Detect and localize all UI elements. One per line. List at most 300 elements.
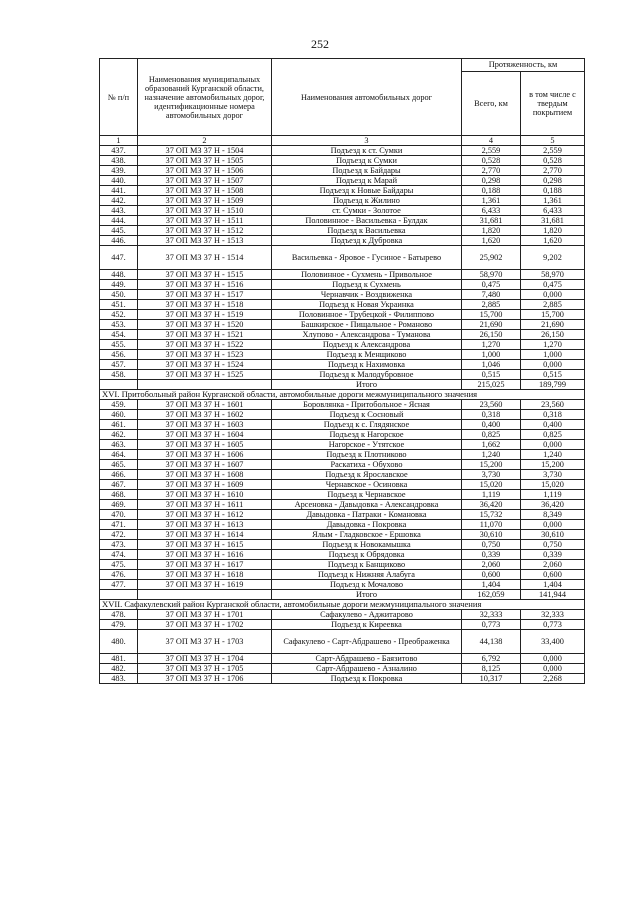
table-row xyxy=(100,290,585,300)
length-paved: 1,361 xyxy=(521,196,585,206)
table-row xyxy=(100,410,585,420)
row-number: 443. xyxy=(100,206,138,216)
length-paved: 0,000 xyxy=(521,654,585,664)
header-index-cell: 4 xyxy=(462,136,521,146)
length-paved: 9,202 xyxy=(521,246,585,270)
page-number: 252 xyxy=(311,37,329,51)
length-total: 2,885 xyxy=(462,300,521,310)
row-number: 480. xyxy=(100,630,138,654)
road-name: Чернавское - Осиновка xyxy=(272,480,462,490)
length-paved: 1,119 xyxy=(521,490,585,500)
header-num: № п/п xyxy=(100,59,138,136)
length-paved: 2,060 xyxy=(521,560,585,570)
row-number: 458. xyxy=(100,370,138,380)
road-name: Давыдовка - Патраки - Комановка xyxy=(272,510,462,520)
length-total: 58,970 xyxy=(462,270,521,280)
road-name: Подъезд к Марай xyxy=(272,176,462,186)
road-id: 37 ОП МЗ 37 Н - 1508 xyxy=(138,186,272,196)
row-number: 463. xyxy=(100,440,138,450)
road-name: Подъезд к Новые Байдары xyxy=(272,186,462,196)
length-total: 44,138 xyxy=(462,630,521,654)
length-paved: 3,730 xyxy=(521,470,585,480)
road-name: Сарт-Абдрашево - Баязитово xyxy=(272,654,462,664)
row-number: 483. xyxy=(100,674,138,684)
road-name: Чернавчик - Воздвиженка xyxy=(272,290,462,300)
road-name: Подъезд к Мочалово xyxy=(272,580,462,590)
road-name: Подъезд к Обрядовка xyxy=(272,550,462,560)
row-number: 464. xyxy=(100,450,138,460)
row-number: 452. xyxy=(100,310,138,320)
road-id: 37 ОП МЗ 37 Н - 1612 xyxy=(138,510,272,520)
total-paved: 141,944 xyxy=(521,590,585,600)
table-row xyxy=(100,320,585,330)
table-row xyxy=(100,280,585,290)
road-id: 37 ОП МЗ 37 Н - 1608 xyxy=(138,470,272,480)
road-name: Половинное - Сухмень - Привольное xyxy=(272,270,462,280)
length-total: 1,404 xyxy=(462,580,521,590)
section-heading: XVII. Сафакулевский район Курганской области, автомобильные дороги межмуниципального значения xyxy=(100,600,585,610)
road-id: 37 ОП МЗ 37 Н - 1602 xyxy=(138,410,272,420)
table-row xyxy=(100,196,585,206)
header-code: Наименования муниципальных образований Курганской области, назначение автомобильных дорог, идентификационные номера автомобильных дорог xyxy=(138,59,272,136)
road-id: 37 ОП МЗ 37 Н - 1616 xyxy=(138,550,272,560)
table-row xyxy=(100,550,585,560)
length-total: 1,000 xyxy=(462,350,521,360)
road-name: Подъезд к Новокамышка xyxy=(272,540,462,550)
length-total: 31,681 xyxy=(462,216,521,226)
table-row xyxy=(100,216,585,226)
table-row xyxy=(100,560,585,570)
row-number: 451. xyxy=(100,300,138,310)
table-row xyxy=(100,530,585,540)
table-row xyxy=(100,664,585,674)
length-paved: 23,560 xyxy=(521,400,585,410)
road-name: Подъезд к Александрова xyxy=(272,340,462,350)
length-paved: 0,515 xyxy=(521,370,585,380)
road-id: 37 ОП МЗ 37 Н - 1515 xyxy=(138,270,272,280)
row-number: 441. xyxy=(100,186,138,196)
header-index-cell: 1 xyxy=(100,136,138,146)
table-row xyxy=(100,360,585,370)
row-number: 445. xyxy=(100,226,138,236)
length-total: 0,773 xyxy=(462,620,521,630)
road-name: Васильевка - Яровое - Гусиное - Батырево xyxy=(272,246,462,270)
length-paved: 1,270 xyxy=(521,340,585,350)
road-name: Подъезд к Покровка xyxy=(272,674,462,684)
road-name: Подъезд к Дубровка xyxy=(272,236,462,246)
length-paved: 0,298 xyxy=(521,176,585,186)
section-heading: XVI. Притобольный район Курганской области, автомобильные дороги межмуниципального значения xyxy=(100,390,585,400)
length-paved: 30,610 xyxy=(521,530,585,540)
table-row xyxy=(100,630,585,654)
length-total: 30,610 xyxy=(462,530,521,540)
row-number: 475. xyxy=(100,560,138,570)
road-name: Сафакулево - Сарт-Абдрашево - Преображенка xyxy=(272,630,462,654)
length-paved: 0,000 xyxy=(521,664,585,674)
length-paved: 15,020 xyxy=(521,480,585,490)
road-id: 37 ОП МЗ 37 Н - 1525 xyxy=(138,370,272,380)
road-name: Половинное - Васильевка - Булдак xyxy=(272,216,462,226)
table-row xyxy=(100,674,585,684)
table-row xyxy=(100,330,585,340)
road-id: 37 ОП МЗ 37 Н - 1603 xyxy=(138,420,272,430)
road-id: 37 ОП МЗ 37 Н - 1605 xyxy=(138,440,272,450)
road-name: Подъезд к Сумки xyxy=(272,156,462,166)
table-row xyxy=(100,460,585,470)
row-number: 459. xyxy=(100,400,138,410)
row-number: 442. xyxy=(100,196,138,206)
length-total: 0,339 xyxy=(462,550,521,560)
length-paved: 0,000 xyxy=(521,360,585,370)
road-id: 37 ОП МЗ 37 Н - 1510 xyxy=(138,206,272,216)
row-number: 473. xyxy=(100,540,138,550)
length-paved: 15,700 xyxy=(521,310,585,320)
length-paved: 2,559 xyxy=(521,146,585,156)
table-row xyxy=(100,430,585,440)
total-length: 215,025 xyxy=(462,380,521,390)
road-id: 37 ОП МЗ 37 Н - 1607 xyxy=(138,460,272,470)
row-number: 446. xyxy=(100,236,138,246)
section-row xyxy=(100,390,585,400)
section-row xyxy=(100,600,585,610)
length-total: 1,820 xyxy=(462,226,521,236)
total-empty-cell xyxy=(138,380,272,390)
length-total: 15,732 xyxy=(462,510,521,520)
table-row xyxy=(100,400,585,410)
length-paved: 0,000 xyxy=(521,440,585,450)
length-total: 2,559 xyxy=(462,146,521,156)
header-index-cell: 5 xyxy=(521,136,585,146)
length-paved: 0,750 xyxy=(521,540,585,550)
road-name: Подъезд к ст. Сумки xyxy=(272,146,462,156)
road-id: 37 ОП МЗ 37 Н - 1505 xyxy=(138,156,272,166)
length-total: 1,361 xyxy=(462,196,521,206)
road-name: Нагорское - Утятское xyxy=(272,440,462,450)
row-number: 476. xyxy=(100,570,138,580)
road-id: 37 ОП МЗ 37 Н - 1618 xyxy=(138,570,272,580)
table-row xyxy=(100,570,585,580)
road-id: 37 ОП МЗ 37 Н - 1615 xyxy=(138,540,272,550)
length-total: 0,750 xyxy=(462,540,521,550)
road-id: 37 ОП МЗ 37 Н - 1512 xyxy=(138,226,272,236)
table-row xyxy=(100,350,585,360)
road-name: Подъезд к Сухмень xyxy=(272,280,462,290)
table-row xyxy=(100,540,585,550)
length-total: 8,125 xyxy=(462,664,521,674)
row-number: 468. xyxy=(100,490,138,500)
road-id: 37 ОП МЗ 37 Н - 1611 xyxy=(138,500,272,510)
road-id: 37 ОП МЗ 37 Н - 1704 xyxy=(138,654,272,664)
row-number: 472. xyxy=(100,530,138,540)
row-number: 437. xyxy=(100,146,138,156)
length-paved: 8,349 xyxy=(521,510,585,520)
length-paved: 2,268 xyxy=(521,674,585,684)
total-empty-cell xyxy=(100,590,138,600)
header-index-cell: 2 xyxy=(138,136,272,146)
length-paved: 0,400 xyxy=(521,420,585,430)
table-row xyxy=(100,620,585,630)
row-number: 474. xyxy=(100,550,138,560)
length-total: 15,020 xyxy=(462,480,521,490)
total-length: 162,059 xyxy=(462,590,521,600)
length-total: 1,046 xyxy=(462,360,521,370)
length-total: 21,690 xyxy=(462,320,521,330)
total-row xyxy=(100,590,585,600)
row-number: 467. xyxy=(100,480,138,490)
row-number: 439. xyxy=(100,166,138,176)
table-row xyxy=(100,146,585,156)
length-paved: 2,770 xyxy=(521,166,585,176)
row-number: 450. xyxy=(100,290,138,300)
length-total: 1,240 xyxy=(462,450,521,460)
row-number: 461. xyxy=(100,420,138,430)
total-empty-cell xyxy=(100,380,138,390)
row-number: 460. xyxy=(100,410,138,420)
table-row xyxy=(100,520,585,530)
length-paved: 1,240 xyxy=(521,450,585,460)
road-id: 37 ОП МЗ 37 Н - 1702 xyxy=(138,620,272,630)
table-row xyxy=(100,340,585,350)
length-paved: 0,825 xyxy=(521,430,585,440)
length-paved: 36,420 xyxy=(521,500,585,510)
road-id: 37 ОП МЗ 37 Н - 1513 xyxy=(138,236,272,246)
row-number: 438. xyxy=(100,156,138,166)
row-number: 462. xyxy=(100,430,138,440)
table-row xyxy=(100,270,585,280)
length-paved: 0,000 xyxy=(521,290,585,300)
length-total: 0,475 xyxy=(462,280,521,290)
road-id: 37 ОП МЗ 37 Н - 1507 xyxy=(138,176,272,186)
table-row xyxy=(100,450,585,460)
length-paved: 0,339 xyxy=(521,550,585,560)
length-total: 2,060 xyxy=(462,560,521,570)
length-paved: 0,528 xyxy=(521,156,585,166)
length-total: 6,433 xyxy=(462,206,521,216)
road-id: 37 ОП МЗ 37 Н - 1518 xyxy=(138,300,272,310)
length-paved: 0,475 xyxy=(521,280,585,290)
table-row xyxy=(100,510,585,520)
length-paved: 58,970 xyxy=(521,270,585,280)
road-id: 37 ОП МЗ 37 Н - 1522 xyxy=(138,340,272,350)
row-number: 477. xyxy=(100,580,138,590)
length-total: 11,070 xyxy=(462,520,521,530)
road-id: 37 ОП МЗ 37 Н - 1516 xyxy=(138,280,272,290)
road-name: Сарт-Абдрашево - Азналино xyxy=(272,664,462,674)
length-total: 36,420 xyxy=(462,500,521,510)
length-total: 15,200 xyxy=(462,460,521,470)
road-id: 37 ОП МЗ 37 Н - 1521 xyxy=(138,330,272,340)
row-number: 478. xyxy=(100,610,138,620)
road-name: Подъезд к Нагорское xyxy=(272,430,462,440)
length-total: 15,700 xyxy=(462,310,521,320)
table-header xyxy=(100,59,585,146)
row-number: 469. xyxy=(100,500,138,510)
roads-table xyxy=(99,58,585,684)
row-number: 444. xyxy=(100,216,138,226)
length-total: 26,150 xyxy=(462,330,521,340)
road-id: 37 ОП МЗ 37 Н - 1523 xyxy=(138,350,272,360)
table-row xyxy=(100,206,585,216)
road-name: Арсеновка - Давыдовка - Александровка xyxy=(272,500,462,510)
length-total: 0,528 xyxy=(462,156,521,166)
length-total: 6,792 xyxy=(462,654,521,664)
table-row xyxy=(100,490,585,500)
road-id: 37 ОП МЗ 37 Н - 1511 xyxy=(138,216,272,226)
road-id: 37 ОП МЗ 37 Н - 1504 xyxy=(138,146,272,156)
row-number: 447. xyxy=(100,246,138,270)
total-label: Итого xyxy=(272,380,462,390)
road-name: Ялым - Гладковское - Ершовка xyxy=(272,530,462,540)
table-row xyxy=(100,370,585,380)
length-paved: 0,773 xyxy=(521,620,585,630)
length-paved: 6,433 xyxy=(521,206,585,216)
row-number: 465. xyxy=(100,460,138,470)
road-name: Подъезд к Байдары xyxy=(272,166,462,176)
row-number: 482. xyxy=(100,664,138,674)
length-total: 7,480 xyxy=(462,290,521,300)
table-row xyxy=(100,440,585,450)
road-name: Подъезд к Банщиково xyxy=(272,560,462,570)
table-row xyxy=(100,176,585,186)
header-length: Протяженность, км xyxy=(462,59,585,72)
road-id: 37 ОП МЗ 37 Н - 1520 xyxy=(138,320,272,330)
road-id: 37 ОП МЗ 37 Н - 1506 xyxy=(138,166,272,176)
length-total: 1,662 xyxy=(462,440,521,450)
total-row xyxy=(100,380,585,390)
header-index-cell: 3 xyxy=(272,136,462,146)
length-total: 0,298 xyxy=(462,176,521,186)
row-number: 455. xyxy=(100,340,138,350)
length-total: 2,770 xyxy=(462,166,521,176)
road-id: 37 ОП МЗ 37 Н - 1706 xyxy=(138,674,272,684)
length-total: 10,317 xyxy=(462,674,521,684)
length-total: 1,620 xyxy=(462,236,521,246)
row-number: 440. xyxy=(100,176,138,186)
table-row xyxy=(100,480,585,490)
total-empty-cell xyxy=(138,590,272,600)
row-number: 456. xyxy=(100,350,138,360)
row-number: 453. xyxy=(100,320,138,330)
road-name: Подъезд к Чернавское xyxy=(272,490,462,500)
road-name: Сафакулево - Аджитарово xyxy=(272,610,462,620)
road-name: Подъезд к Ярославское xyxy=(272,470,462,480)
header-total: Всего, км xyxy=(462,71,521,135)
length-paved: 0,600 xyxy=(521,570,585,580)
length-total: 0,600 xyxy=(462,570,521,580)
table-row xyxy=(100,186,585,196)
road-id: 37 ОП МЗ 37 Н - 1509 xyxy=(138,196,272,206)
road-name: ст. Сумки - Золотое xyxy=(272,206,462,216)
row-number: 457. xyxy=(100,360,138,370)
length-paved: 0,000 xyxy=(521,520,585,530)
length-paved: 26,150 xyxy=(521,330,585,340)
length-paved: 32,333 xyxy=(521,610,585,620)
length-total: 23,560 xyxy=(462,400,521,410)
road-name: Подъезд к Нахимовка xyxy=(272,360,462,370)
length-total: 0,515 xyxy=(462,370,521,380)
row-number: 470. xyxy=(100,510,138,520)
road-id: 37 ОП МЗ 37 Н - 1701 xyxy=(138,610,272,620)
road-id: 37 ОП МЗ 37 Н - 1514 xyxy=(138,246,272,270)
length-paved: 0,188 xyxy=(521,186,585,196)
road-id: 37 ОП МЗ 37 Н - 1517 xyxy=(138,290,272,300)
road-name: Подъезд к Новая Украинка xyxy=(272,300,462,310)
road-id: 37 ОП МЗ 37 Н - 1610 xyxy=(138,490,272,500)
length-paved: 2,885 xyxy=(521,300,585,310)
road-id: 37 ОП МЗ 37 Н - 1703 xyxy=(138,630,272,654)
table-row xyxy=(100,156,585,166)
length-total: 1,270 xyxy=(462,340,521,350)
table-row xyxy=(100,236,585,246)
road-id: 37 ОП МЗ 37 Н - 1609 xyxy=(138,480,272,490)
road-id: 37 ОП МЗ 37 Н - 1617 xyxy=(138,560,272,570)
length-total: 1,119 xyxy=(462,490,521,500)
road-name: Половинное - Трубецкой - Филиппово xyxy=(272,310,462,320)
length-paved: 31,681 xyxy=(521,216,585,226)
row-number: 449. xyxy=(100,280,138,290)
length-paved: 33,400 xyxy=(521,630,585,654)
road-id: 37 ОП МЗ 37 Н - 1524 xyxy=(138,360,272,370)
length-paved: 1,404 xyxy=(521,580,585,590)
header-index-row xyxy=(100,136,585,146)
road-name: Боровлянка - Притобольное - Ясная xyxy=(272,400,462,410)
table-row xyxy=(100,580,585,590)
length-paved: 1,820 xyxy=(521,226,585,236)
road-name: Подъезд к Васильевка xyxy=(272,226,462,236)
length-total: 0,825 xyxy=(462,430,521,440)
row-number: 471. xyxy=(100,520,138,530)
road-name: Раскатиха - Обухово xyxy=(272,460,462,470)
road-name: Подъезд к с. Глядянское xyxy=(272,420,462,430)
length-total: 0,400 xyxy=(462,420,521,430)
road-id: 37 ОП МЗ 37 Н - 1601 xyxy=(138,400,272,410)
total-paved: 189,799 xyxy=(521,380,585,390)
table-row xyxy=(100,420,585,430)
road-name: Подъезд к Киреевка xyxy=(272,620,462,630)
road-id: 37 ОП МЗ 37 Н - 1604 xyxy=(138,430,272,440)
road-id: 37 ОП МЗ 37 Н - 1606 xyxy=(138,450,272,460)
length-paved: 15,200 xyxy=(521,460,585,470)
row-number: 448. xyxy=(100,270,138,280)
table-row xyxy=(100,470,585,480)
table-row xyxy=(100,654,585,664)
table-row xyxy=(100,310,585,320)
row-number: 466. xyxy=(100,470,138,480)
table-row xyxy=(100,166,585,176)
road-id: 37 ОП МЗ 37 Н - 1705 xyxy=(138,664,272,674)
table-row xyxy=(100,226,585,236)
header-paved: в том числе с твердым покрытием xyxy=(521,71,585,135)
length-total: 3,730 xyxy=(462,470,521,480)
road-name: Подъезд к Нижняя Алабуга xyxy=(272,570,462,580)
length-total: 32,333 xyxy=(462,610,521,620)
total-label: Итого xyxy=(272,590,462,600)
road-name: Подъезд к Плотниково xyxy=(272,450,462,460)
table-row xyxy=(100,500,585,510)
table-body xyxy=(100,146,585,684)
road-id: 37 ОП МЗ 37 Н - 1614 xyxy=(138,530,272,540)
road-name: Давыдовка - Покровка xyxy=(272,520,462,530)
road-name: Хлупово - Александрова - Туманова xyxy=(272,330,462,340)
length-paved: 21,690 xyxy=(521,320,585,330)
table-row xyxy=(100,246,585,270)
header-name: Наименования автомобильных дорог xyxy=(272,59,462,136)
road-name: Подъезд к Сосновый xyxy=(272,410,462,420)
length-total: 25,902 xyxy=(462,246,521,270)
table-row xyxy=(100,610,585,620)
road-id: 37 ОП МЗ 37 Н - 1519 xyxy=(138,310,272,320)
row-number: 479. xyxy=(100,620,138,630)
